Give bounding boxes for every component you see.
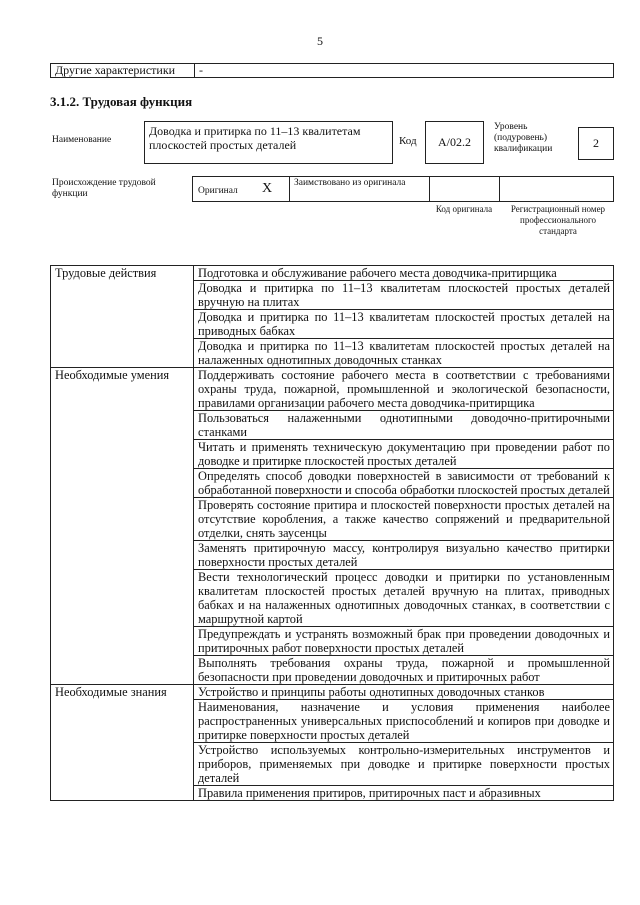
section-title: 3.1.2. Трудовая функция <box>50 94 193 109</box>
labor-function-table <box>50 265 614 801</box>
section-item: Доводка и притирка по 11–13 квалитетам плоскостей простых деталей вручную на плитах <box>194 281 614 310</box>
section-item: Поддерживать состояние рабочего места в соответствии с требованиями охраны труда, пожарной, промышленной и экологической безопасности, правилами организации рабочего места доводчика-притирщика <box>194 368 614 411</box>
table-row <box>51 685 614 700</box>
section-category: Необходимые умения <box>51 368 194 685</box>
other-characteristics-label: Другие характеристики <box>51 64 195 78</box>
code-label: Код <box>399 135 417 147</box>
section-item: Проверять состояние притира и плоскостей поверхности простых деталей на отсутствие коробления, а также качество сопряжений и предварительной отделки, снять заусенцы <box>194 498 614 541</box>
table-row <box>51 368 614 411</box>
section-item: Пользоваться налаженными однотипными доводочно-притирочными станками <box>194 411 614 440</box>
origin-label: Происхождение трудовой функции <box>52 178 156 199</box>
registration-number-caption: Регистрационный номер профессионального стандарта <box>510 204 606 236</box>
other-characteristics-table <box>50 63 614 78</box>
section-item: Правила применения притиров, притирочных паст и абразивных <box>194 786 614 801</box>
section-item: Устройство и принципы работы однотипных доводочных станков <box>194 685 614 700</box>
borrowed-label: Заимствовано из оригинала <box>294 178 406 188</box>
section-category: Трудовые действия <box>51 266 194 368</box>
section-item: Подготовка и обслуживание рабочего места доводчика-притирщика <box>194 266 614 281</box>
other-characteristics-value: - <box>195 64 614 78</box>
page-number: 5 <box>317 34 323 48</box>
code-original-caption: Код оригинала <box>435 204 493 214</box>
level-value: 2 <box>578 127 614 160</box>
section-item: Определять способ доводки поверхностей в зависимости от требований к обработанной поверхности и способа обработки плоскостей простых деталей <box>194 469 614 498</box>
section-category: Необходимые знания <box>51 685 194 801</box>
section-item: Наименования, назначение и условия применения наиболее распространенных универсальных приспособлений и копиров при доводке и притирке поверхности простых деталей <box>194 700 614 743</box>
original-mark: X <box>262 181 273 196</box>
name-value: Доводка и притирка по 11–13 квалитетам плоскостей простых деталей <box>144 121 393 164</box>
section-item: Выполнять требования охраны труда, пожарной и промышленной безопасности при проведении доводочных и притирочных работ <box>194 656 614 685</box>
section-item: Устройство используемых контрольно-измерительных инструментов и приборов, применяемых при доводке и притирке поверхности простых деталей <box>194 743 614 786</box>
original-label: Оригинал <box>198 186 238 196</box>
section-item: Вести технологический процесс доводки и притирки по установленным квалитетам плоскостей простых деталей вручную на плитах, приводных бабках и на налаженных однотипных доводочных станках, в соответствии с маршрутной картой <box>194 570 614 627</box>
section-item: Читать и применять техническую документацию при проведении работ по доводке и притирке плоскостей простых деталей <box>194 440 614 469</box>
table-row <box>51 266 614 281</box>
name-label: Наименование <box>52 135 112 145</box>
section-item: Доводка и притирка по 11–13 квалитетам плоскостей простых деталей на налаженных однотипных доводочных станках <box>194 339 614 368</box>
level-label: Уровень (подуровень) квалификации <box>494 122 553 154</box>
code-value: A/02.2 <box>425 121 484 164</box>
section-item: Предупреждать и устранять возможный брак при проведении доводочных и притирочных работ поверхности простых деталей <box>194 627 614 656</box>
section-item: Доводка и притирка по 11–13 квалитетам плоскостей простых деталей на приводных бабках <box>194 310 614 339</box>
section-item: Заменять притирочную массу, контролируя визуально качество притирки поверхности простых деталей <box>194 541 614 570</box>
